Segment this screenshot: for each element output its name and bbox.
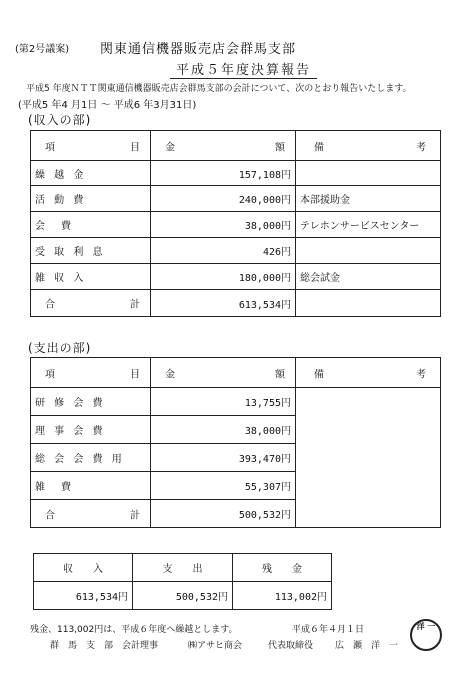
income-row-item: 雑 収 入: [31, 264, 151, 290]
expense-total-amount: 500,532円: [151, 500, 296, 528]
summary-expense-value: 500,532円: [133, 582, 233, 610]
signer-role: 群 馬 支 部 会計理事: [50, 641, 159, 651]
income-row-item: 活 動 費: [31, 186, 151, 212]
income-section-label: (収入の部): [28, 113, 92, 127]
income-row-note: テレホンサービスセンター: [296, 212, 441, 238]
income-row-amount: 240,000円: [151, 186, 296, 212]
expense-row-amount: 55,307円: [151, 472, 296, 500]
summary-col-expense: 支 出: [133, 554, 233, 582]
income-row-item: 会 費: [31, 212, 151, 238]
form-tag: (第2号議案): [15, 44, 70, 55]
summary-balance-value: 113,002円: [233, 582, 332, 610]
income-col-note: 備 考: [296, 131, 441, 161]
income-row-item: 繰 越 金: [31, 161, 151, 186]
income-col-amount: 金 額: [151, 131, 296, 161]
income-table: [30, 130, 441, 317]
expense-header-row: [31, 358, 441, 388]
summary-header-row: [34, 554, 332, 582]
income-row-item: 受 取 利 息: [31, 238, 151, 264]
income-row: [31, 238, 441, 264]
report-date: 平成６年４月１日: [292, 625, 365, 635]
income-row: [31, 212, 441, 238]
expense-row-item: 理 事 会 費: [31, 416, 151, 444]
summary-values-row: [34, 582, 332, 610]
income-row-note: [296, 161, 441, 186]
expense-col-note: 備 考: [296, 358, 441, 388]
income-row: [31, 264, 441, 290]
expense-section-label: (支出の部): [28, 341, 92, 355]
summary-col-income: 収 入: [34, 554, 133, 582]
org-name: 関東通信機器販売店会群馬支部: [100, 42, 297, 57]
rep-name: 広 瀬 洋 一: [335, 641, 399, 651]
income-total-amount: 613,534円: [151, 290, 296, 317]
expense-row-item: 雑 費: [31, 472, 151, 500]
income-total-note: [296, 290, 441, 317]
expense-row-amount: 13,755円: [151, 388, 296, 416]
summary-col-balance: 残 金: [233, 554, 332, 582]
expense-row-amount: 393,470円: [151, 444, 296, 472]
company-name: ㈱アサヒ商会: [188, 641, 243, 651]
expense-total-label: 合 計: [31, 500, 151, 528]
income-row-amount: 157,108円: [151, 161, 296, 186]
income-col-item: 項 目: [31, 131, 151, 161]
seal-stamp-icon: 洋 一: [410, 619, 442, 651]
intro-text: 平成5 年度ＮＴＴ関東通信機器販売店会群馬支部の会計について、次のとおり報告いたします。: [26, 84, 412, 94]
income-total-label: 合 計: [31, 290, 151, 317]
income-row: [31, 161, 441, 186]
income-row-note: 本部援助金: [296, 186, 441, 212]
carryover-note: 残金、113,002円は、平成６年度へ繰越とします。: [30, 625, 238, 635]
income-row-note: [296, 238, 441, 264]
income-row-amount: 38,000円: [151, 212, 296, 238]
income-row: [31, 186, 441, 212]
period-text: (平成5 年4 月1日 ～ 平成6 年3月31日): [18, 100, 197, 111]
expense-row: [31, 388, 441, 416]
summary-table: [33, 553, 332, 610]
rep-title: 代表取締役: [268, 641, 314, 651]
income-row-amount: 426円: [151, 238, 296, 264]
expense-row-item: 総 会 会 費 用: [31, 444, 151, 472]
expense-col-item: 項 目: [31, 358, 151, 388]
income-row-amount: 180,000円: [151, 264, 296, 290]
expense-col-amount: 金 額: [151, 358, 296, 388]
income-row-note: 総会試金: [296, 264, 441, 290]
income-header-row: [31, 131, 441, 161]
summary-income-value: 613,534円: [34, 582, 133, 610]
expense-table: [30, 357, 441, 528]
expense-row-item: 研 修 会 費: [31, 388, 151, 416]
expense-row-amount: 38,000円: [151, 416, 296, 444]
document-title: 平成５年度決算報告: [170, 59, 317, 79]
income-total-row: [31, 290, 441, 317]
expense-note-area: [296, 388, 441, 528]
